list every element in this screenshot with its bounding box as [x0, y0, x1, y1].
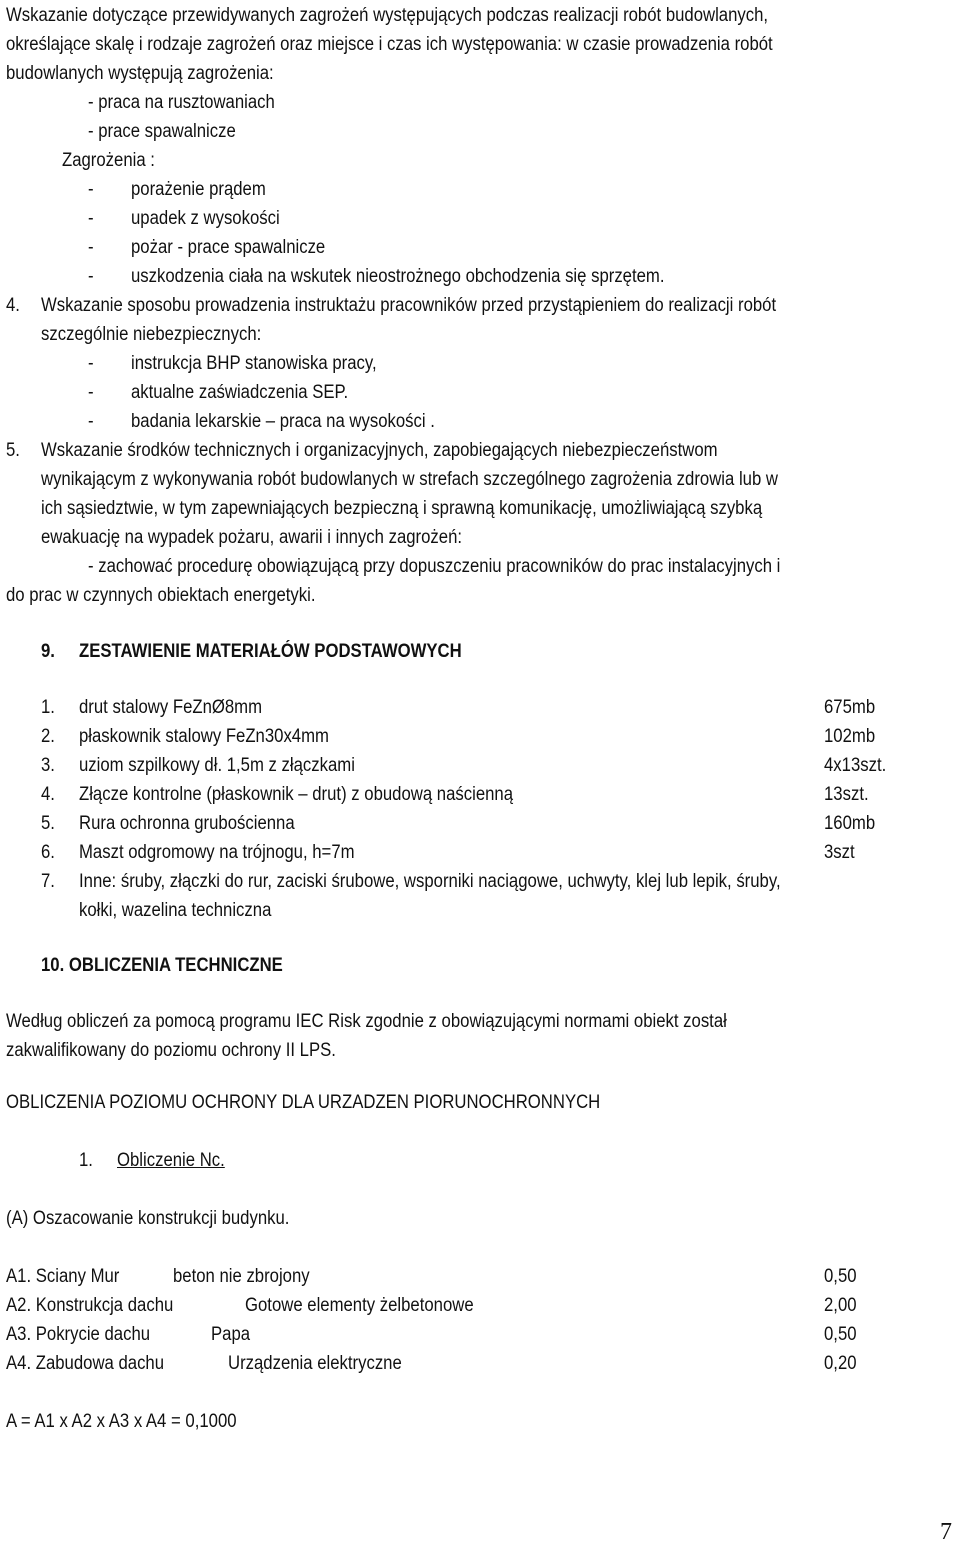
section-5-line-4: ewakuację na wypadek pożaru, awarii i innych zagrożeń:	[41, 527, 463, 548]
intro-item: - prace spawalnicze	[88, 121, 236, 142]
coefficient-value: 0,20	[824, 1353, 857, 1374]
material-number: 7.	[41, 871, 55, 892]
hazard-dash: -	[88, 208, 94, 229]
hazard-item: uszkodzenia ciała na wskutek nieostrożnego obchodzenia się sprzętem.	[131, 266, 665, 287]
material-qty: 4x13szt.	[824, 755, 887, 776]
hazard-dash: -	[88, 179, 94, 200]
coefficient-label: A3. Pokrycie dachu	[6, 1324, 151, 1345]
material-other-line-2: kołki, wazelina techniczna	[79, 900, 272, 921]
subsection-number: 1.	[79, 1150, 93, 1171]
material-qty: 675mb	[824, 697, 876, 718]
section-4-line-1: Wskazanie sposobu prowadzenia instruktażu pracowników przed przystąpieniem do realizacji robót	[41, 295, 777, 316]
subsection-title: Obliczenie Nc.	[117, 1150, 225, 1171]
material-name: uziom szpilkowy dł. 1,5m z złączkami	[79, 755, 355, 776]
coefficient-value: 0,50	[824, 1324, 857, 1345]
material-qty: 160mb	[824, 813, 876, 834]
material-name: Rura ochronna grubościenna	[79, 813, 295, 834]
section-4-item: badania lekarskie – praca na wysokości .	[131, 411, 435, 432]
page-number: 7	[940, 1519, 952, 1545]
material-qty: 102mb	[824, 726, 876, 747]
calculation-heading: OBLICZENIA POZIOMU OCHRONY DLA URZADZEN PIORUNOCHRONNYCH	[6, 1092, 601, 1113]
material-other-line-1: Inne: śruby, złączki do rur, zaciski śrubowe, wsporniki naciągowe, uchwyty, klej lub lepik, śruby,	[79, 871, 781, 892]
section-9-number: 9.	[41, 641, 55, 662]
section-4-item: aktualne zaświadczenia SEP.	[131, 382, 349, 403]
section-5-number: 5.	[6, 440, 20, 461]
material-name: Maszt odgromowy na trójnogu, h=7m	[79, 842, 355, 863]
section-4-dash: -	[88, 353, 94, 374]
section-4-dash: -	[88, 382, 94, 403]
hazards-subheading: Zagrożenia :	[62, 150, 155, 171]
hazard-item: pożar - prace spawalnicze	[131, 237, 326, 258]
section-4-number: 4.	[6, 295, 20, 316]
section-5-line-5: - zachować procedurę obowiązującą przy dopuszczeniu pracowników do prac instalacyjnych i	[88, 556, 781, 577]
section-5-line-3: ich sąsiedztwie, w tym zapewniających bezpieczną i sprawną komunikację, umożliwiającą szybką	[41, 498, 763, 519]
section-9-title: ZESTAWIENIE MATERIAŁÓW PODSTAWOWYCH	[79, 641, 462, 662]
intro-line-2: określające skalę i rodzaje zagrożeń oraz miejsce i czas ich występowania: w czasie prowadzenia robót	[6, 34, 773, 55]
hazard-item: porażenie prądem	[131, 179, 266, 200]
section-5-line-1: Wskazanie środków technicznych i organizacyjnych, zapobiegających niebezpieczeństwom	[41, 440, 718, 461]
material-number: 4.	[41, 784, 55, 805]
coefficient-value: 0,50	[824, 1266, 857, 1287]
coefficient-description: beton nie zbrojony	[173, 1266, 310, 1287]
section-4-line-2: szczególnie niebezpiecznych:	[41, 324, 262, 345]
intro-line-1: Wskazanie dotyczące przewidywanych zagrożeń występujących podczas realizacji robót budowlanych,	[6, 5, 769, 26]
material-qty: 3szt	[824, 842, 855, 863]
material-qty: 13szt.	[824, 784, 869, 805]
section-10-para-line-2: zakwalifikowany do poziomu ochrony II LPS.	[6, 1040, 336, 1061]
construction-estimate-heading: (A) Oszacowanie konstrukcji budynku.	[6, 1208, 290, 1229]
hazard-item: upadek z wysokości	[131, 208, 280, 229]
section-4-dash: -	[88, 411, 94, 432]
intro-item: - praca na rusztowaniach	[88, 92, 275, 113]
coefficient-value: 2,00	[824, 1295, 857, 1316]
coefficient-description: Papa	[211, 1324, 251, 1345]
material-number: 5.	[41, 813, 55, 834]
material-number: 2.	[41, 726, 55, 747]
material-number: 1.	[41, 697, 55, 718]
material-name: Złącze kontrolne (płaskownik – drut) z obudową naścienną	[79, 784, 514, 805]
coefficient-description: Urządzenia elektryczne	[228, 1353, 402, 1374]
coefficient-label: A2. Konstrukcja dachu	[6, 1295, 174, 1316]
section-5-line-2: wynikającym z wykonywania robót budowlanych w strefach szczególnego zagrożenia zdrowia lub w	[41, 469, 778, 490]
material-name: drut stalowy FeZnØ8mm	[79, 697, 263, 718]
intro-line-3: budowlanych występują zagrożenia:	[6, 63, 274, 84]
section-10-para-line-1: Według obliczeń za pomocą programu IEC Risk zgodnie z obowiązującymi normami obiekt został	[6, 1011, 727, 1032]
formula: A = A1 x A2 x A3 x A4 = 0,1000	[6, 1411, 237, 1432]
coefficient-description: Gotowe elementy żelbetonowe	[245, 1295, 474, 1316]
section-4-item: instrukcja BHP stanowiska pracy,	[131, 353, 377, 374]
material-number: 3.	[41, 755, 55, 776]
hazard-dash: -	[88, 266, 94, 287]
material-name: płaskownik stalowy FeZn30x4mm	[79, 726, 329, 747]
section-5-line-6: do prac w czynnych obiektach energetyki.	[6, 585, 316, 606]
coefficient-label: A4. Zabudowa dachu	[6, 1353, 165, 1374]
material-number: 6.	[41, 842, 55, 863]
section-10-title: 10. OBLICZENIA TECHNICZNE	[41, 955, 283, 976]
hazard-dash: -	[88, 237, 94, 258]
coefficient-label: A1. Sciany Mur	[6, 1266, 120, 1287]
